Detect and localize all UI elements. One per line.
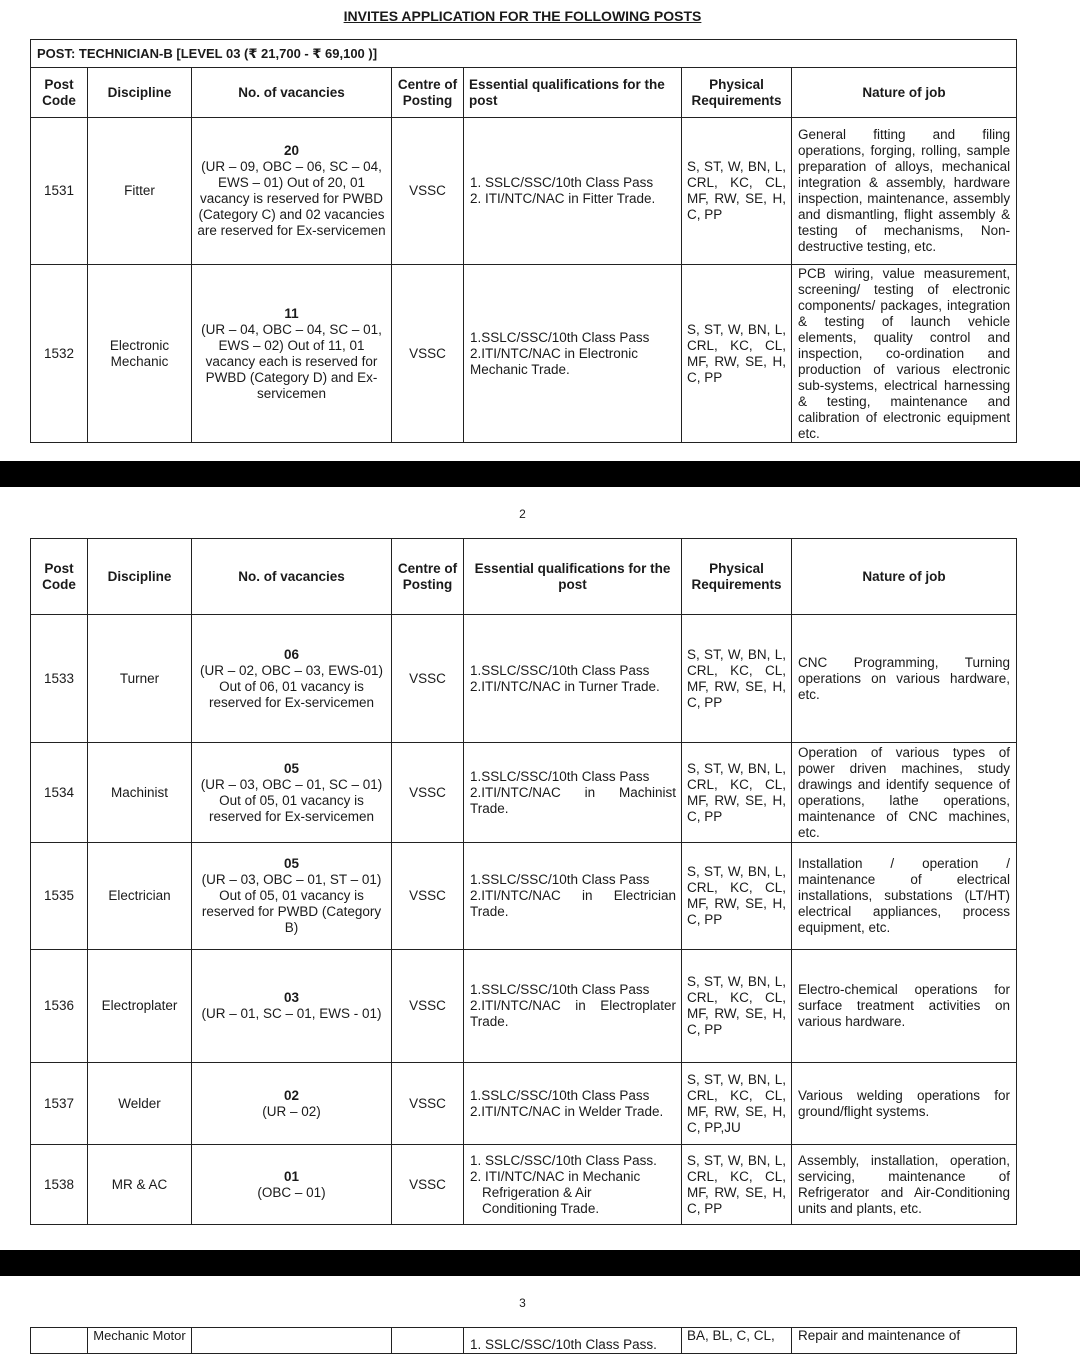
discipline: MR & AC [88, 1145, 192, 1225]
table-header-row [31, 539, 1017, 615]
qualification-line: 1. SSLC/SSC/10th Class Pass. [470, 1152, 657, 1168]
page-separator [0, 1250, 1080, 1276]
table-row [31, 950, 1017, 1063]
post-code: 1535 [31, 843, 88, 950]
qualification-line: 2.ITI/NTC/NAC in Machinist Trade. [470, 784, 676, 816]
centre: VSSC [392, 743, 464, 843]
header-vacancies: No. of vacancies [192, 68, 392, 118]
discipline: Machinist [88, 743, 192, 843]
qualifications [464, 743, 682, 843]
vacancies [192, 265, 392, 443]
qualification-line: 1.SSLC/SSC/10th Class Pass [470, 1087, 650, 1103]
vacancies [192, 615, 392, 743]
centre: VSSC [392, 615, 464, 743]
qualification-line: 2.ITI/NTC/NAC in Electroplater Trade. [470, 998, 676, 1029]
physical-requirements: S, ST, W, BN, L, CRL, KC, CL, MF, RW, SE, H, C, PP [682, 118, 792, 265]
qualification-line: 1.SSLC/SSC/10th Class Pass [470, 982, 650, 997]
vacancies [192, 743, 392, 843]
vacancy-detail: (OBC – 01) [257, 1184, 326, 1200]
qualifications [464, 615, 682, 743]
qualification-line: Refrigeration & Air [482, 1184, 592, 1200]
vacancy-count: 20 [283, 143, 300, 158]
nature-of-job: Assembly, installation, operation, servicing, maintenance of Refrigerator and Air-Conditioning units and plants, etc. [792, 1145, 1017, 1225]
vacancies [192, 1063, 392, 1145]
physical-requirements: S, ST, W, BN, L, CRL, KC, CL, MF, RW, SE, H, C, PP [682, 843, 792, 950]
qualification-line: 2.ITI/NTC/NAC in Welder Trade. [470, 1103, 664, 1119]
vacancy-count: 02 [283, 1087, 300, 1103]
discipline: Fitter [88, 118, 192, 265]
qualification-line: 1.SSLC/SSC/10th Class Pass [470, 768, 650, 784]
physical-requirements: S, ST, W, BN, L, CRL, KC, CL, MF, RW, SE, H, C, PP,JU [682, 1063, 792, 1145]
table-row [31, 1063, 1017, 1145]
physical-requirements: BA, BL, C, CL, [682, 1328, 792, 1354]
qualifications [464, 1063, 682, 1145]
header-nature: Nature of job [792, 539, 1017, 615]
header-centre: Centre of Posting [392, 539, 464, 615]
post-code: 1532 [31, 265, 88, 443]
posts-table-page-1 [30, 39, 1017, 443]
physical-requirements: S, ST, W, BN, L, CRL, KC, CL, MF, RW, SE, H, C, PP [682, 265, 792, 443]
qualification-line: 2.ITI/NTC/NAC in Turner Trade. [470, 678, 660, 694]
qualification-line: 1. SSLC/SSC/10th Class Pass. [464, 1328, 682, 1354]
page-number: 2 [519, 507, 526, 521]
header-qualifications: Essential qualifications for the post [464, 539, 682, 615]
nature-of-job: PCB wiring, value measurement, screening/ testing of electronic components/ packages, integration & testing of launch vehicle elements, quality control and inspection, co-ordination and production of various electronic sub-systems, electrical harnessing & testing, maintenance and calibration of electronic equipment etc. [792, 265, 1017, 443]
header-discipline: Discipline [88, 68, 192, 118]
header-physical: Physical Requirements [682, 539, 792, 615]
nature-of-job: General fitting and filing operations, forging, rolling, sample preparation of alloys, mechanical integration & assembly, hardware inspection, maintenance, assembly and dismantling, flight assembly & testing of mechanisms, Non-destructive testing, etc. [792, 118, 1017, 265]
vacancy-detail: (UR – 02, OBC – 03, EWS-01) Out of 06, 01 vacancy is reserved for Ex-servicemen [199, 662, 384, 710]
header-post-code: Post Code [31, 68, 88, 118]
table-row [31, 743, 1017, 843]
nature-of-job: CNC Programming, Turning operations on various hardware, etc. [792, 615, 1017, 743]
page-separator [0, 461, 1080, 487]
qualification-line: 2.ITI/NTC/NAC in Electronic Mechanic Trade. [470, 345, 639, 377]
qualification-line: 2.ITI/NTC/NAC in Electrician Trade. [470, 888, 676, 919]
qualification-line: 1.SSLC/SSC/10th Class Pass [470, 662, 650, 678]
vacancy-count: 05 [283, 760, 300, 776]
post-code: 1538 [31, 1145, 88, 1225]
centre: VSSC [392, 950, 464, 1063]
qualification-line: 2. ITI/NTC/NAC in Mechanic [470, 1168, 641, 1184]
posts-table-page-2 [30, 538, 1017, 1225]
discipline: Mechanic Motor [88, 1328, 192, 1354]
header-centre: Centre of Posting [392, 68, 464, 118]
qualification-line: 1. SSLC/SSC/10th Class Pass [470, 175, 654, 190]
discipline: Welder [88, 1063, 192, 1145]
table-row [31, 1145, 1017, 1225]
qualification-line: 1.SSLC/SSC/10th Class Pass [470, 329, 650, 345]
centre: VSSC [392, 118, 464, 265]
physical-requirements: S, ST, W, BN, L, CRL, KC, CL, MF, RW, SE, H, C, PP [682, 615, 792, 743]
vacancy-count: 06 [283, 646, 300, 662]
nature-of-job: Repair and maintenance of [792, 1328, 1017, 1354]
discipline: Electronic Mechanic [88, 265, 192, 443]
vacancy-count: 11 [284, 305, 299, 321]
header-qualifications: Essential qualifications for the post [464, 68, 682, 118]
vacancy-detail: (UR – 03, OBC – 01, ST – 01) Out of 05, 01 vacancy is reserved for PWBD (Category B) [201, 872, 382, 935]
discipline: Turner [88, 615, 192, 743]
post-code: 1537 [31, 1063, 88, 1145]
qualifications [464, 843, 682, 950]
vacancies [192, 118, 392, 265]
header-physical: Physical Requirements [682, 68, 792, 118]
centre: VSSC [392, 1145, 464, 1225]
header-discipline: Discipline [88, 539, 192, 615]
vacancies [192, 950, 392, 1063]
vacancy-detail: (UR – 03, OBC – 01, SC – 01) Out of 05, 01 vacancy is reserved for Ex-servicemen [200, 776, 383, 824]
table-row [31, 265, 1017, 443]
qualifications [464, 265, 682, 443]
qualification-line: 1.SSLC/SSC/10th Class Pass [470, 872, 650, 887]
nature-of-job: Installation / operation / maintenance of electrical installations, substations (LT/HT) electrical appliances, process equipment, etc. [792, 843, 1017, 950]
table-row [31, 615, 1017, 743]
nature-of-job: Operation of various types of power driven machines, study drawings and identify sequence of operations, lathe operations, maintenance of CNC machines, etc. [792, 743, 1017, 843]
qualification-line: 2. ITI/NTC/NAC in Fitter Trade. [470, 191, 656, 206]
vacancies [192, 1145, 392, 1225]
header-vacancies: No. of vacancies [192, 539, 392, 615]
table-row [31, 118, 1017, 265]
vacancy-detail: (UR – 04, OBC – 04, SC – 01, EWS – 02) Out of 11, 01 vacancy each is reserved for PWBD (Category D) and Ex-servicemen [201, 321, 382, 401]
centre: VSSC [392, 265, 464, 443]
post-code: 1536 [31, 950, 88, 1063]
vacancy-count: 03 [283, 990, 300, 1005]
qualifications [464, 950, 682, 1063]
page-heading: INVITES APPLICATION FOR THE FOLLOWING POSTS [343, 8, 702, 24]
physical-requirements: S, ST, W, BN, L, CRL, KC, CL, MF, RW, SE, H, C, PP [682, 1145, 792, 1225]
post-title: POST: TECHNICIAN-B [LEVEL 03 (₹ 21,700 - ₹ 69,100 )] [31, 40, 1017, 68]
qualification-line: Conditioning Trade. [482, 1200, 600, 1216]
discipline: Electroplater [88, 950, 192, 1063]
vacancy-detail: (UR – 09, OBC – 06, SC – 04, EWS – 01) Out of 20, 01 vacancy is reserved for PWBD (Category C) and 02 vacancies are reserved for Ex-servicemen [197, 159, 386, 238]
post-code: 1534 [31, 743, 88, 843]
table-row [31, 843, 1017, 950]
centre: VSSC [392, 843, 464, 950]
discipline: Electrician [88, 843, 192, 950]
table-header-row [31, 68, 1017, 118]
vacancy-count: 01 [283, 1168, 300, 1184]
qualifications [464, 118, 682, 265]
nature-of-job: Various welding operations for ground/flight systems. [792, 1063, 1017, 1145]
header-nature: Nature of job [792, 68, 1017, 118]
vacancy-detail: (UR – 02) [262, 1103, 321, 1119]
post-code: 1531 [31, 118, 88, 265]
header-post-code: Post Code [31, 539, 88, 615]
qualifications [464, 1145, 682, 1225]
vacancy-count: 05 [283, 856, 300, 871]
page-number: 3 [519, 1296, 526, 1310]
physical-requirements: S, ST, W, BN, L, CRL, KC, CL, MF, RW, SE, H, C, PP [682, 743, 792, 843]
vacancy-detail: (UR – 01, SC – 01, EWS - 01) [201, 1006, 382, 1021]
nature-of-job: Electro-chemical operations for surface treatment activities on various hardware. [792, 950, 1017, 1063]
vacancies [192, 843, 392, 950]
centre: VSSC [392, 1063, 464, 1145]
physical-requirements: S, ST, W, BN, L, CRL, KC, CL, MF, RW, SE, H, C, PP [682, 950, 792, 1063]
post-code: 1533 [31, 615, 88, 743]
